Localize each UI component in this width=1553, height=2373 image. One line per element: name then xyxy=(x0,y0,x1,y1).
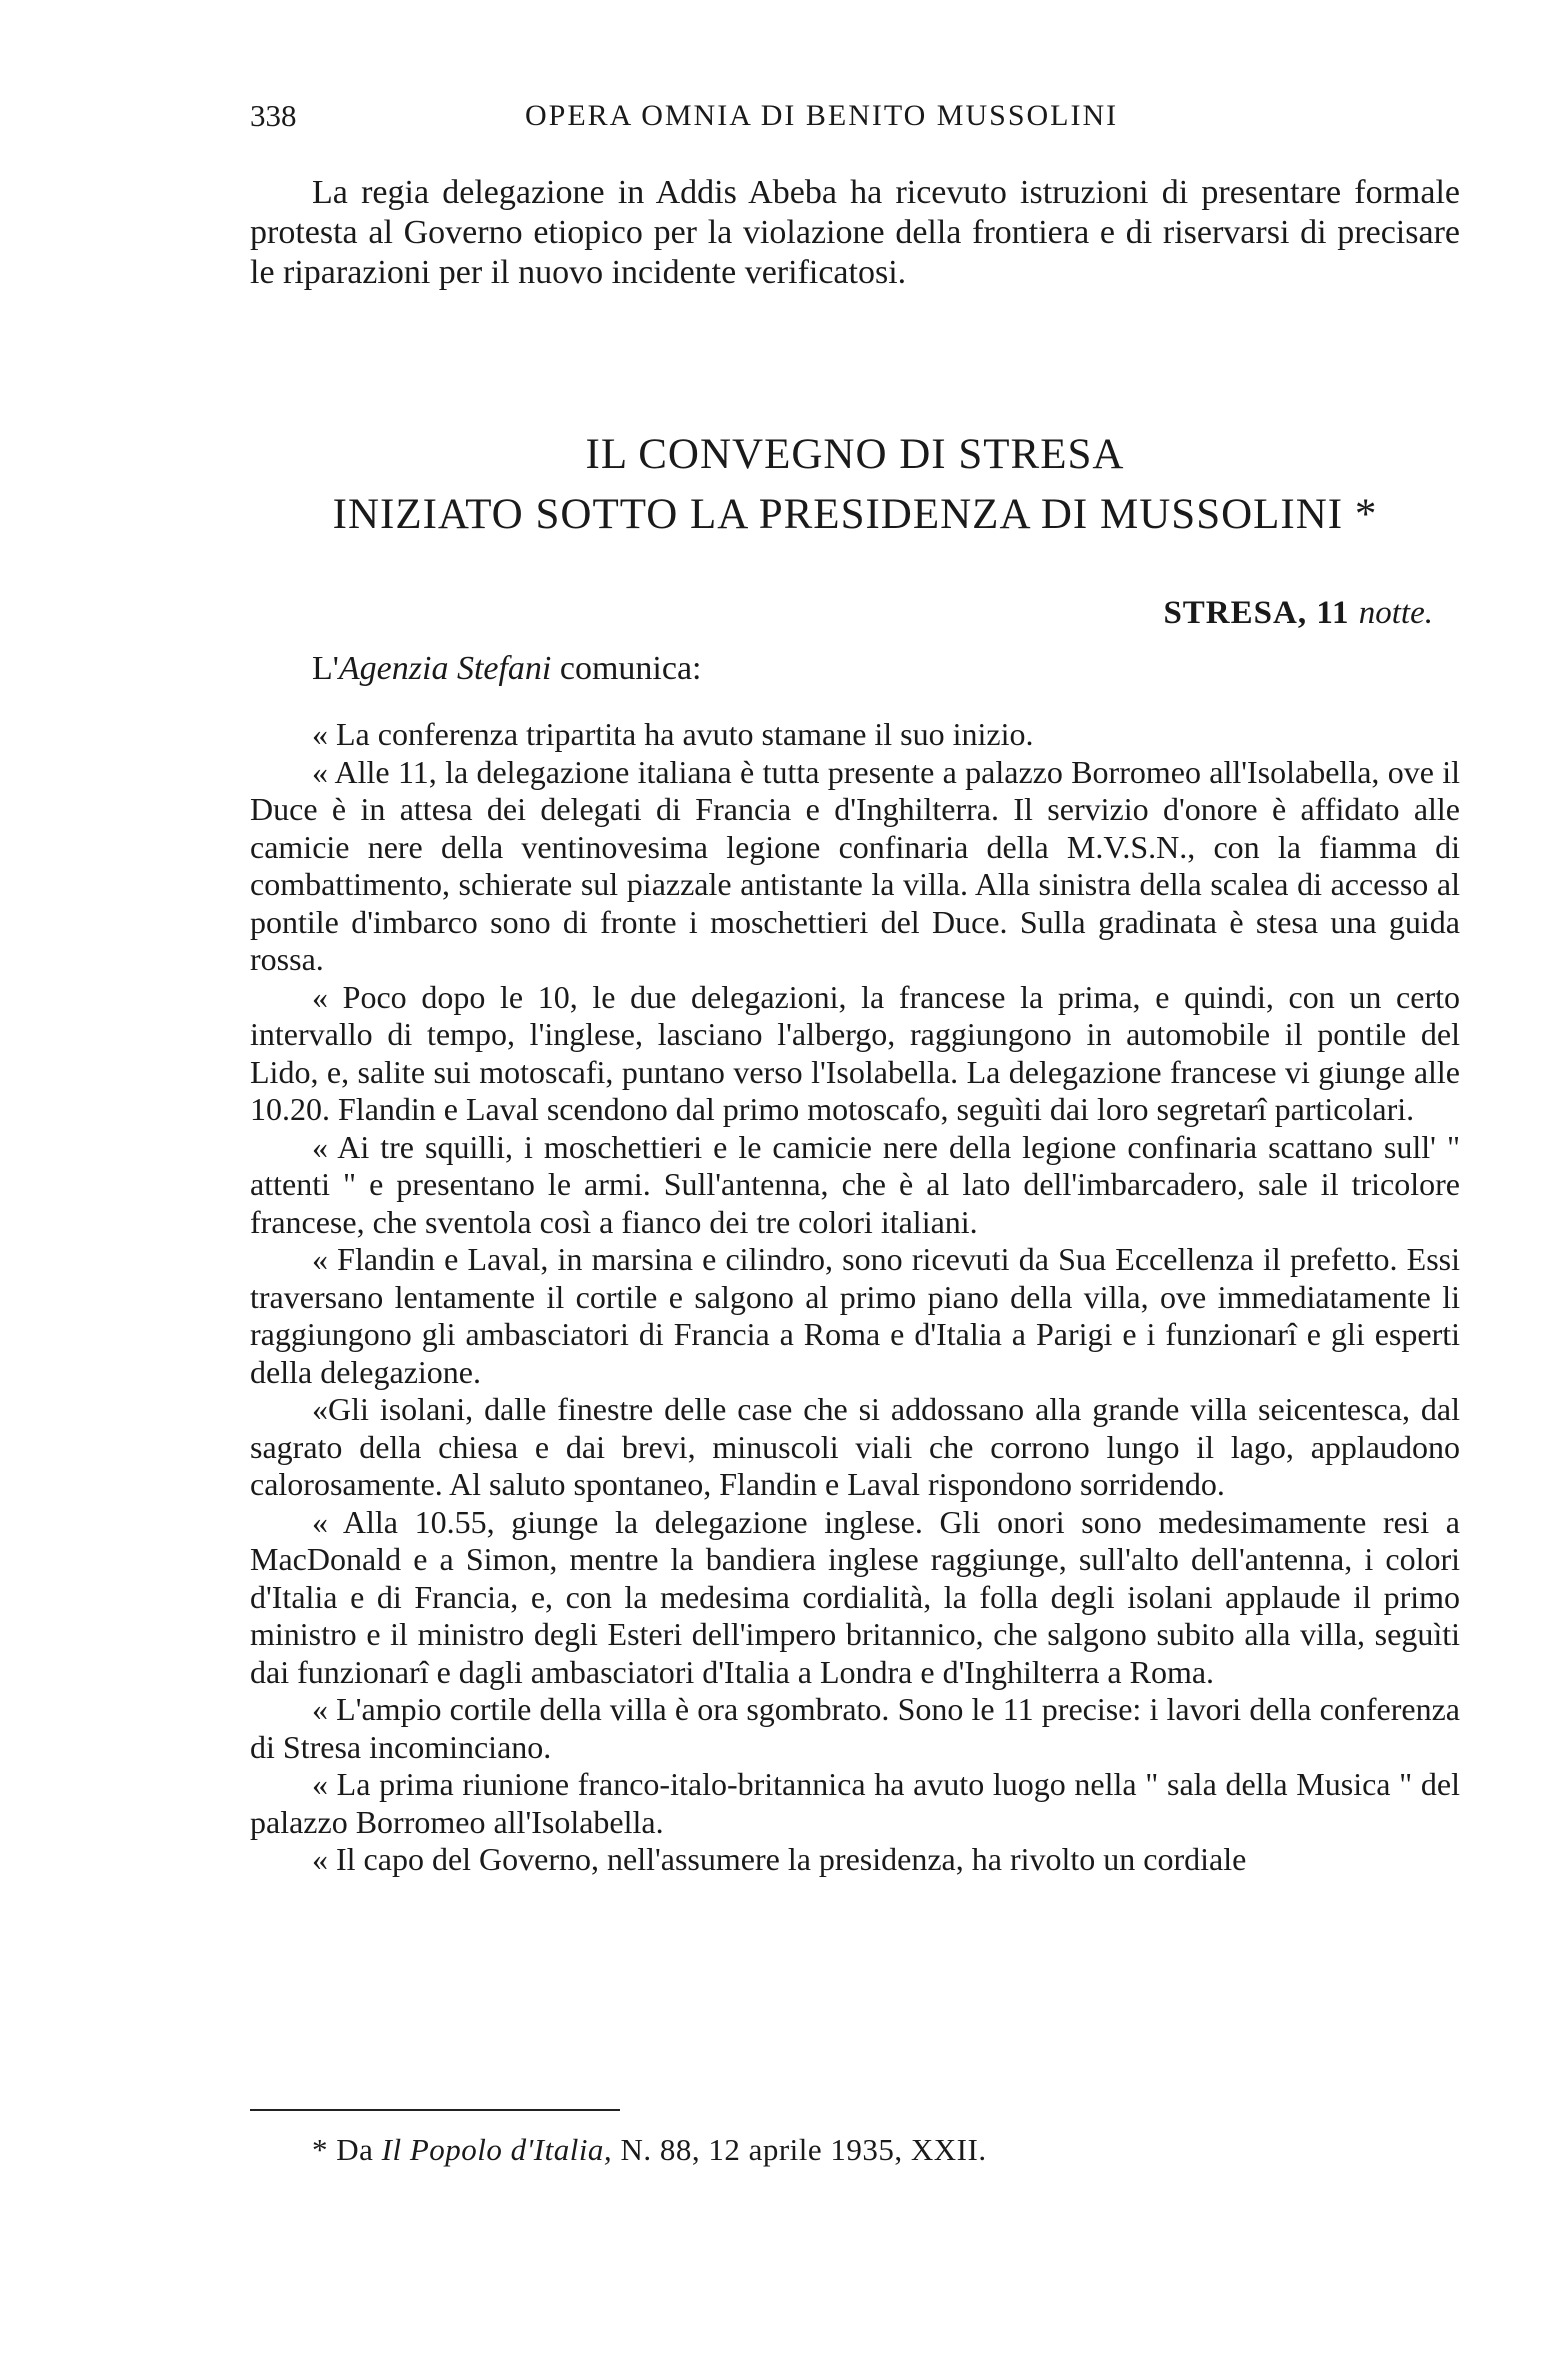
dateline-time: notte. xyxy=(1358,595,1433,631)
footnote-divider xyxy=(250,2109,620,2111)
previous-article-ending xyxy=(250,173,1460,293)
agency-intro xyxy=(312,650,702,688)
paragraph: « L'ampio cortile della villa è ora sgombrato. Sono le 11 precise: i lavori della conferenza di Stresa incominciano. xyxy=(250,1691,1460,1765)
article-title-line-1: IL CONVEGNO DI STRESA xyxy=(585,431,1125,478)
footnote-source: Il Popolo d'Italia, xyxy=(381,2132,613,2167)
footnote-prefix: * Da xyxy=(312,2132,382,2167)
agency-prefix: L' xyxy=(312,650,339,687)
paragraph: « Poco dopo le 10, le due delegazioni, la francese la prima, e quindi, con un certo intervallo di tempo, l'inglese, lasciano l'albergo, raggiungono in automobile il pontile del Lido, e, salite sui motoscafi, puntano verso l'Isolabella. La delegazione francese vi giunge alle 10.20. Flandin e Laval scendono dal primo motoscafo, seguìti dai loro segretarî particolari. xyxy=(250,978,1460,1127)
footnote-suffix: N. 88, 12 aprile 1935, XXII. xyxy=(612,2132,987,2167)
dateline xyxy=(1163,595,1433,632)
running-title: OPERA OMNIA DI BENITO MUSSOLINI xyxy=(525,99,1119,132)
paragraph: « La conferenza tripartita ha avuto stamane il suo inizio. xyxy=(312,716,1034,752)
paragraph: « Flandin e Laval, in marsina e cilindro, sono ricevuti da Sua Eccellenza il prefetto. Essi traversano lentamente il cortile e salgono al primo piano della villa, ove immediatamente li raggiungono gli ambasciatori di Francia a Roma e d'Italia a Parigi e i funzionarî e gli esperti della delegazione. xyxy=(250,1241,1460,1390)
paragraph: « Alle 11, la delegazione italiana è tutta presente a palazzo Borromeo all'Isolabella, ove il Duce è in attesa dei delegati di Francia e d'Inghilterra. Il servizio d'onore è affidato alle camicie nere della ventinovesima legione confinaria della M.V.S.N., con la fiamma di combattimento, schierate sul piazzale antistante la villa. Alla sinistra della scalea di accesso al pontile d'imbarco sono di fronte i moschettieri del Duce. Sulla gradinata è stesa una guida rossa. xyxy=(250,753,1460,977)
page-number: 338 xyxy=(250,98,297,133)
agency-name: Agenzia Stefani xyxy=(338,650,552,687)
paragraph: « Ai tre squilli, i moschettieri e le camicie nere della legione confinaria scattano sull' " attenti " e presentano le armi. Sull'antenna, che è al lato dell'imbarcadero, sale il tricolore francese, che sventola così a fianco dei tre colori italiani. xyxy=(250,1128,1460,1240)
footnote xyxy=(312,2132,987,2168)
agency-suffix: comunica: xyxy=(551,650,702,687)
article-body xyxy=(250,716,1460,1879)
paragraph: « Il capo del Governo, nell'assumere la presidenza, ha rivolto un cordiale xyxy=(312,1841,1247,1877)
paragraph: « La prima riunione franco-italo-britannica ha avuto luogo nella " sala della Musica " del palazzo Borromeo all'Isolabella. xyxy=(250,1766,1460,1840)
article-title-line-2: INIZIATO SOTTO LA PRESIDENZA DI MUSSOLINI * xyxy=(332,491,1378,538)
paragraph: La regia delegazione in Addis Abeba ha ricevuto istruzioni di presentare formale protesta al Governo etiopico per la violazione della frontiera e di riservarsi di precisare le riparazioni per il nuovo incidente verificatosi. xyxy=(250,174,1460,291)
paragraph: « Alla 10.55, giunge la delegazione inglese. Gli onori sono medesimamente resi a MacDonald e a Simon, mentre la bandiera inglese raggiunge, sull'alto dell'antenna, i colori d'Italia e di Francia, e, con la medesima cordialità, la folla degli isolani applaude il primo ministro e il ministro degli Esteri dell'impero britannico, che salgono subito alla villa, seguìti dai funzionarî e dagli ambasciatori d'Italia a Londra e d'Inghilterra a Roma. xyxy=(250,1503,1460,1690)
paragraph: «Gli isolani, dalle finestre delle case che si addossano alla grande villa seicentesca, dal sagrato della chiesa e dai brevi, minuscoli viali che corrono lungo il lago, applaudono calorosamente. Al saluto spontaneo, Flandin e Laval rispondono sorridendo. xyxy=(250,1391,1460,1502)
dateline-place: STRESA, 11 xyxy=(1163,595,1350,631)
